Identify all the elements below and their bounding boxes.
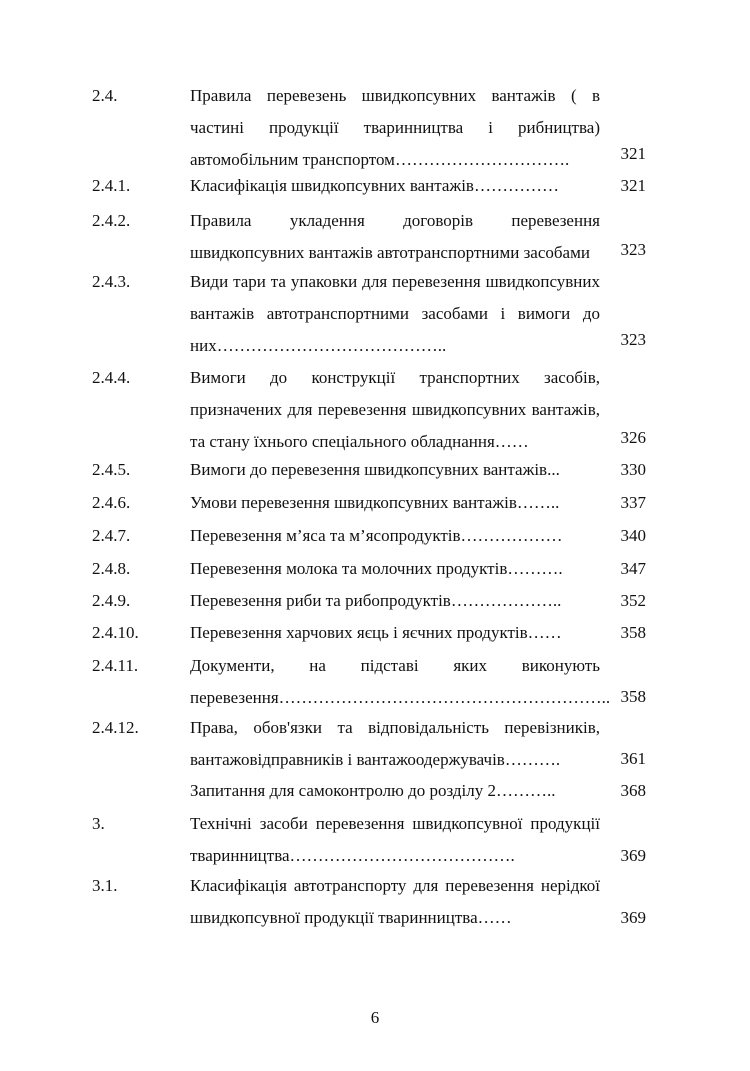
toc-entry-page: 323 [620,330,646,349]
toc-entry-title: Види тари та упаковки для перевезення швидкопсувних вантажів автотранспортними засобами і вимоги до них………………………………….. [190,272,600,355]
toc-entry-number: 2.4.3. [92,272,131,291]
toc-entry-number: 2.4.2. [92,211,131,230]
toc-entry-number: 2.4.8. [92,559,131,578]
toc-entry-page: 369 [620,846,646,865]
toc-entry-title: Правила перевезень швидкопсувних вантажів ( в частині продукції тваринництва і рибництва) автомобільним транспортом…………………………. [190,86,600,169]
toc-entry-number: 2.4.1. [92,176,131,195]
toc-entry-number: 3. [92,814,105,833]
toc-entry-number: 2.4.9. [92,591,131,610]
toc-entry-title: Документи, на підставі яких виконують перевезення………………………………………………….. [190,656,611,707]
toc-entry-page: 321 [620,144,646,163]
toc-entry-title: Класифікація автотранспорту для перевезення нерідкої швидкопсувної продукції тваринництва…… [190,876,600,927]
toc-entry-number: 2.4.10. [92,623,139,642]
toc-entry-title: Права, обов'язки та відповідальність перевізників, вантажовідправників і вантажоодержувачів………. [190,718,600,769]
toc-entry-page: 358 [620,687,646,706]
toc-entry-page: 352 [620,591,646,610]
toc-entry-number: 2.4.5. [92,460,131,479]
toc-entry-page: 368 [620,781,646,800]
toc-entry-number: 2.4.6. [92,493,131,512]
toc-entry-title: Класифікація швидкопсувних вантажів…………… [190,176,559,195]
toc-entry-number: 2.4.12. [92,718,139,737]
toc-entry-number: 3.1. [92,876,118,895]
toc-entry-page: 340 [620,526,646,545]
toc-entry-page: 337 [620,493,646,512]
toc-entry-page: 358 [620,623,646,642]
toc-entry-title: Перевезення м’яса та м’ясопродуктів……………… [190,526,563,545]
toc-entry-page: 330 [620,460,646,479]
toc-entry-page: 323 [620,240,646,259]
toc-entry-title: Запитання для самоконтролю до розділу 2……….. [190,781,556,800]
toc-entry-page: 369 [620,908,646,927]
toc-entry-page: 326 [620,428,646,447]
toc-entry-number: 2.4.7. [92,526,131,545]
toc-entry-title: Перевезення риби та рибопродуктів……………….. [190,591,562,610]
toc-entry-title: Технічні засоби перевезення швидкопсувної продукції тваринництва…………………………………. [190,814,600,865]
toc-entry-title: Вимоги до конструкції транспортних засобів, призначених для перевезення швидкопсувних вантажів, та стану їхнього спеціального обладнання…… [190,368,600,451]
page-number: 6 [370,1008,380,1027]
toc-entry-number: 2.4.4. [92,368,131,387]
toc-entry-page: 321 [620,176,646,195]
toc-entry-title: Вимоги до перевезення швидкопсувних вантажів... [190,460,560,479]
toc-entry-number: 2.4.11. [92,656,139,675]
toc-entry-title: Правила укладення договорів перевезення швидкопсувних вантажів автотранспортними засобами [190,211,600,262]
toc-entry-page: 361 [620,749,646,768]
toc-entry-number: 2.4. [92,86,118,105]
toc-entry-title: Перевезення молока та молочних продуктів………. [190,559,563,578]
toc-entry-page: 347 [620,559,646,578]
toc-entry-title: Перевезення харчових яєць і яєчних продуктів…… [190,623,562,642]
toc-entry-title: Умови перевезення швидкопсувних вантажів…….. [190,493,560,512]
